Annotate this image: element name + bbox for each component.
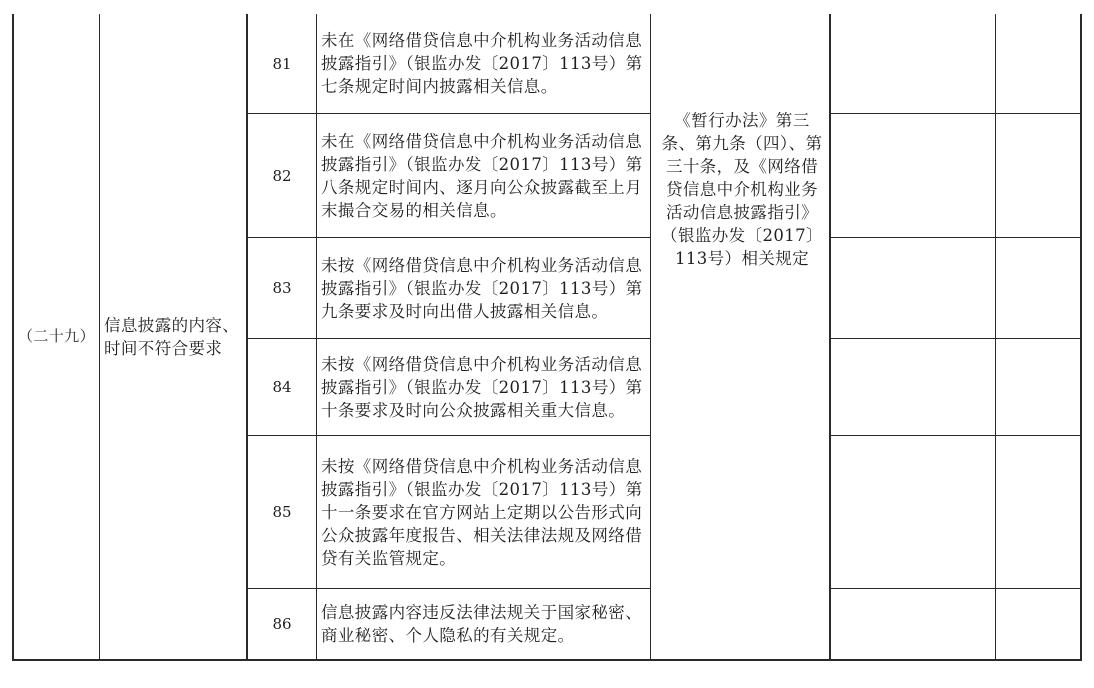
row-divider (830, 113, 1081, 114)
section-number: （二十九） (17, 327, 95, 345)
item-number: 83 (272, 279, 292, 297)
item-number: 82 (272, 166, 292, 185)
item-number: 81 (272, 54, 292, 73)
item-description: 未在《网络借贷信息中介机构业务活动信息披露指引》（银监办发〔2017〕113号）第八条规定时间内、逐月向公众披露截至上月末撮合交易的相关信息。 (321, 131, 643, 220)
row-divider (830, 588, 1081, 589)
section-number-cell (14, 14, 99, 659)
table-border-bottom (12, 659, 1082, 661)
row-divider (830, 338, 1081, 339)
item-description: 未在《网络借贷信息中介机构业务活动信息披露指引》（银监办发〔2017〕113号）第七条规定时间内披露相关信息。 (321, 31, 643, 96)
legal-basis: 《暂行办法》第三条、第九条（四）、第三十条，及《网络借贷信息中介机构业务活动信息披露指引》（银监办发〔2017〕113号）相关规定 (661, 111, 823, 268)
item-number: 86 (272, 615, 292, 633)
column-divider (995, 14, 996, 660)
row-divider (830, 237, 1081, 238)
item-description: 未按《网络借贷信息中介机构业务活动信息披露指引》（银监办发〔2017〕113号）第十一条要求在官方网站上定期以公告形式向公众披露年度报告、相关法律法规及网络借贷有关监管规定。 (321, 456, 643, 568)
item-description: 信息披露内容违反法律法规关于国家秘密、商业秘密、个人隐私的有关规定。 (321, 603, 643, 645)
row-divider (830, 435, 1081, 436)
item-number: 84 (272, 378, 292, 396)
column-divider (829, 14, 831, 660)
legal-basis-cell (651, 14, 829, 659)
table-border-right (1080, 14, 1082, 660)
item-description: 未按《网络借贷信息中介机构业务活动信息披露指引》（银监办发〔2017〕113号）第九条要求及时向出借人披露相关信息。 (321, 255, 643, 321)
section-title-cell (100, 14, 246, 659)
item-description: 未按《网络借贷信息中介机构业务活动信息披露指引》（银监办发〔2017〕113号）第十条要求及时向公众披露相关重大信息。 (321, 354, 643, 420)
section-title: 信息披露的内容、时间不符合要求 (104, 315, 240, 358)
item-number: 85 (272, 503, 292, 521)
